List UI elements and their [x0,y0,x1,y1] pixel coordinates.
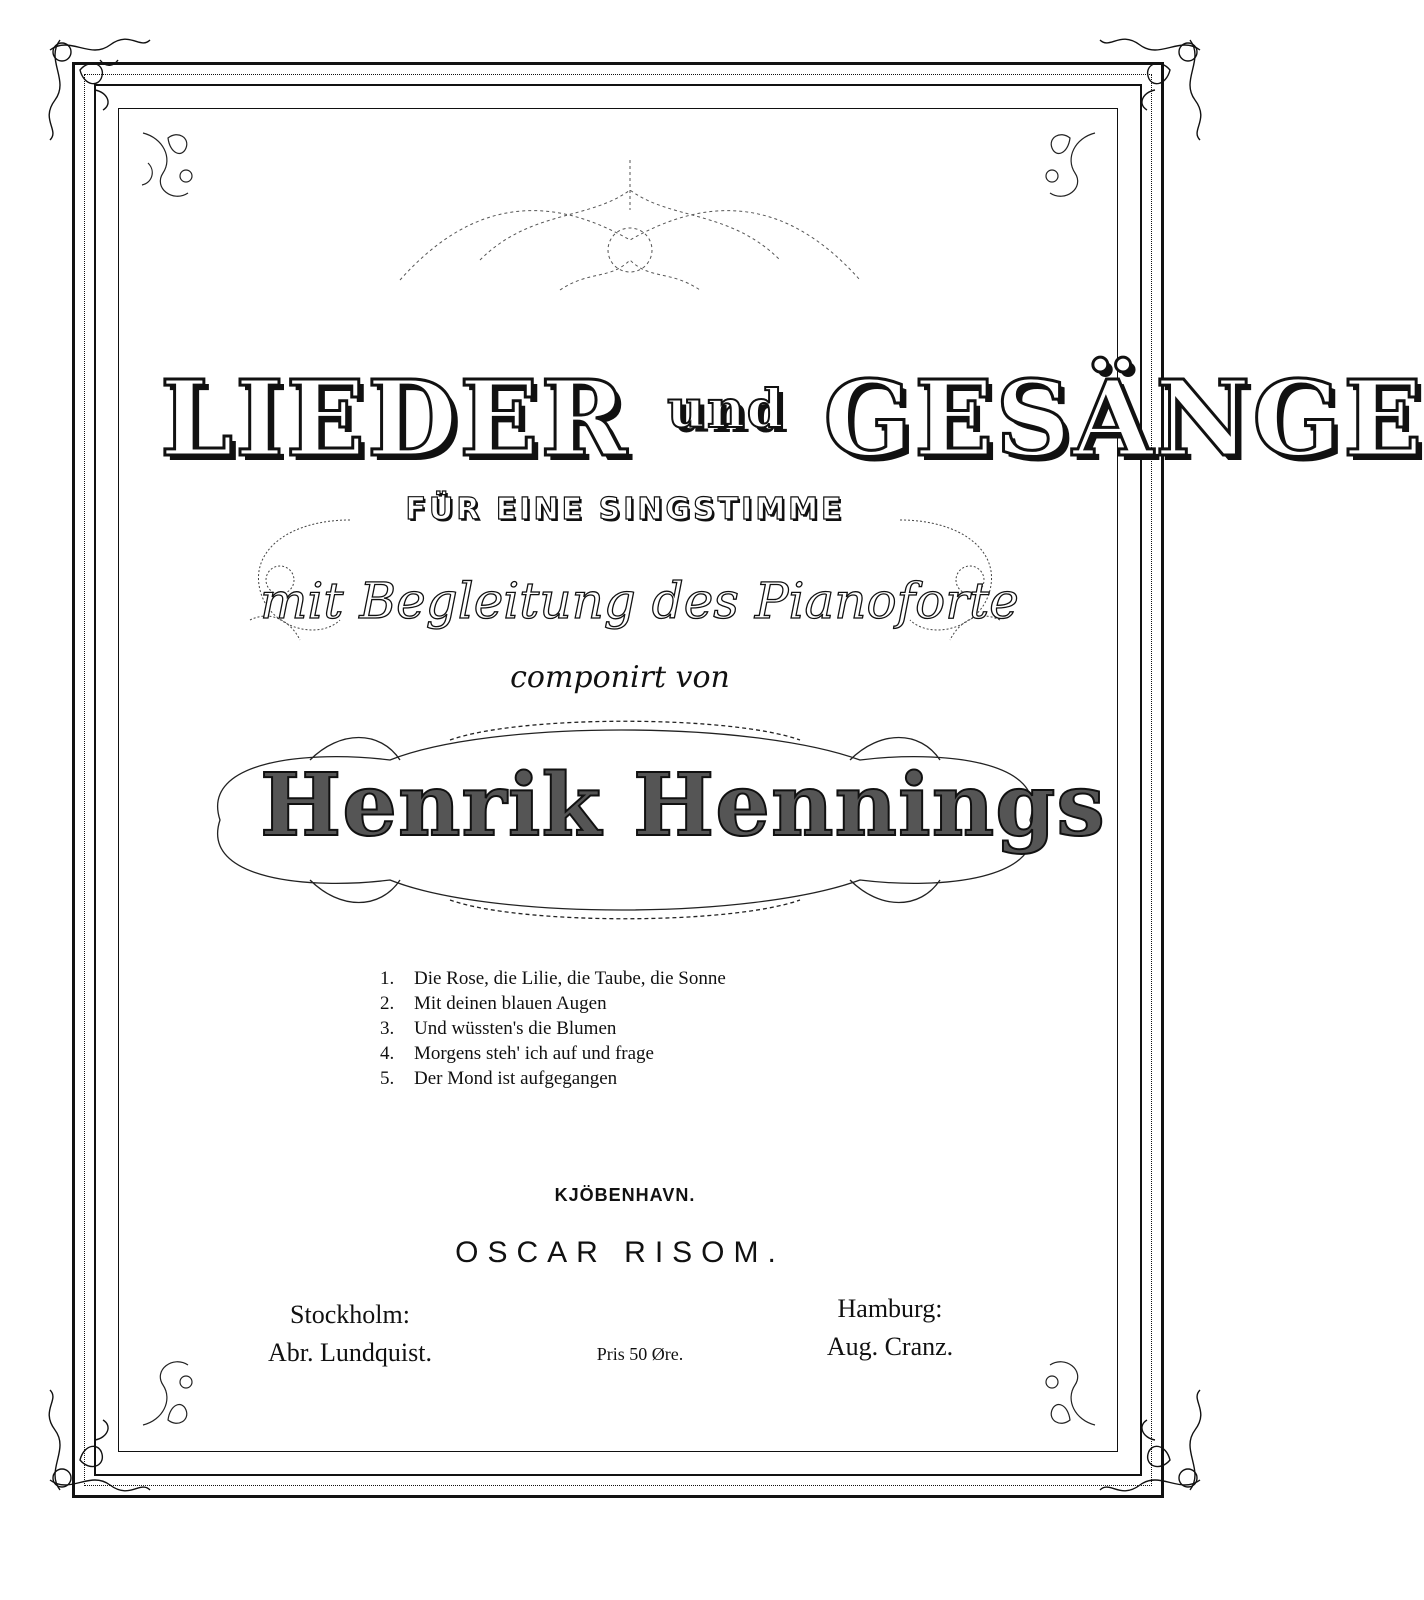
song-title: Morgens steh' ich auf und frage [414,1043,654,1064]
rosette-ornament-top-left [128,118,238,228]
rosette-ornament-bottom-right [1000,1330,1110,1440]
list-item [380,968,880,993]
agent-city: Stockholm: [290,1300,410,1329]
song-title: Mit deinen blauen Augen [414,993,607,1014]
list-item [380,1043,880,1068]
publisher-city: KJÖBENHAVN. [554,1185,696,1205]
song-title: Und wüssten's die Blumen [414,1018,617,1039]
song-title: Der Mond ist aufgegangen [414,1068,618,1089]
list-item [380,993,880,1018]
main-title: LIEDER $^{und}$ GESÄNGE [160,357,1424,480]
song-number: 3. [380,1018,395,1039]
crest-flourish [360,150,900,320]
song-list [380,968,880,1093]
composed-by-label: componirt von [510,660,730,695]
subtitle-voice: FÜR EINE SINGSTIMME [405,492,845,527]
list-item [380,1068,880,1093]
song-number: 2. [380,993,395,1014]
list-item [380,1018,880,1043]
price-label: Pris 50 Øre. [596,1344,684,1364]
agent-city: Hamburg: [837,1294,943,1323]
composer-name: Henrik Hennings [260,755,1106,856]
agent-hamburg [770,1290,1010,1366]
song-title: Die Rose, die Lilie, die Taube, die Sonne [414,968,726,989]
subtitle-accompaniment: mit Begleitung des Pianoforte [260,572,1019,630]
agent-name: Aug. Cranz. [826,1332,954,1361]
song-number: 5. [380,1068,395,1089]
song-number: 4. [380,1043,395,1064]
song-number: 1. [380,968,395,989]
agent-stockholm [210,1296,490,1372]
rosette-ornament-top-right [1000,118,1110,228]
agent-name: Abr. Lundquist. [268,1338,432,1367]
publisher-name: OSCAR RISOM. [455,1236,785,1269]
